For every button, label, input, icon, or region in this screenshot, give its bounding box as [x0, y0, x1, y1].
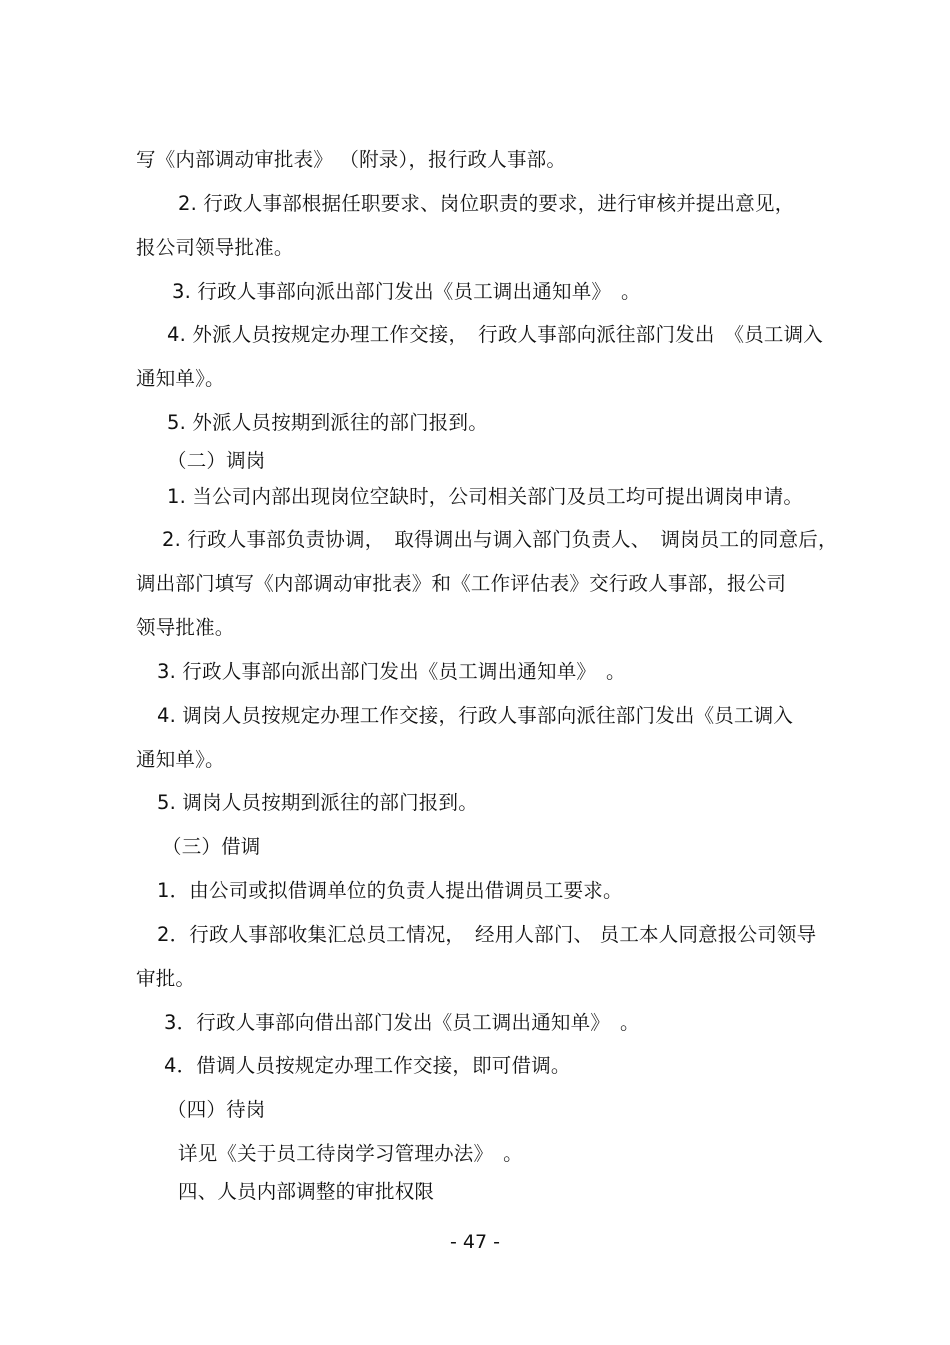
text-line: 2．行政人事部收集汇总员工情况， 经用人部门、 员工本人同意报公司领导	[157, 923, 817, 946]
text-line: 通知单》。	[136, 367, 225, 390]
text-line: 4．借调人员按规定办理工作交接，即可借调。	[164, 1054, 571, 1077]
text-line: 4. 外派人员按规定办理工作交接， 行政人事部向派往部门发出 《员工调入	[167, 323, 824, 346]
page-number: - 47 -	[450, 1231, 500, 1253]
text-line: 1. 当公司内部出现岗位空缺时，公司相关部门及员工均可提出调岗申请。	[167, 485, 804, 508]
text-line: 4. 调岗人员按规定办理工作交接，行政人事部向派往部门发出《员工调入	[157, 704, 794, 727]
text-line: 调出部门填写《内部调动审批表》和《工作评估表》交行政人事部，报公司	[136, 572, 787, 595]
text-line: 写《内部调动审批表》 （附录），报行政人事部。	[136, 148, 567, 171]
text-line: 3．行政人事部向借出部门发出《员工调出通知单》 。	[164, 1011, 640, 1034]
text-line: 领导批准。	[136, 616, 235, 639]
text-line: 2. 行政人事部根据任职要求、岗位职责的要求，进行审核并提出意见，	[178, 192, 795, 215]
text-line: 1．由公司或拟借调单位的负责人提出借调员工要求。	[157, 879, 623, 902]
section-heading: 四、人员内部调整的审批权限	[178, 1180, 435, 1203]
text-line: 2. 行政人事部负责协调， 取得调出与调入部门负责人、 调岗员工的同意后，	[162, 528, 838, 551]
text-line: 报公司领导批准。	[136, 236, 294, 259]
section-heading: （二）调岗	[167, 449, 266, 472]
text-line: 5. 调岗人员按期到派往的部门报到。	[157, 791, 478, 814]
text-line: 3. 行政人事部向派出部门发出《员工调出通知单》 。	[172, 280, 641, 303]
section-heading: （三）借调	[162, 835, 261, 858]
text-line: 5. 外派人员按期到派往的部门报到。	[167, 411, 488, 434]
text-line: 审批。	[136, 967, 196, 990]
text-line: 通知单》。	[136, 748, 225, 771]
text-line: 3. 行政人事部向派出部门发出《员工调出通知单》 。	[157, 660, 626, 683]
text-line: 详见《关于员工待岗学习管理办法》 。	[178, 1142, 523, 1165]
section-heading: （四）待岗	[167, 1098, 266, 1121]
